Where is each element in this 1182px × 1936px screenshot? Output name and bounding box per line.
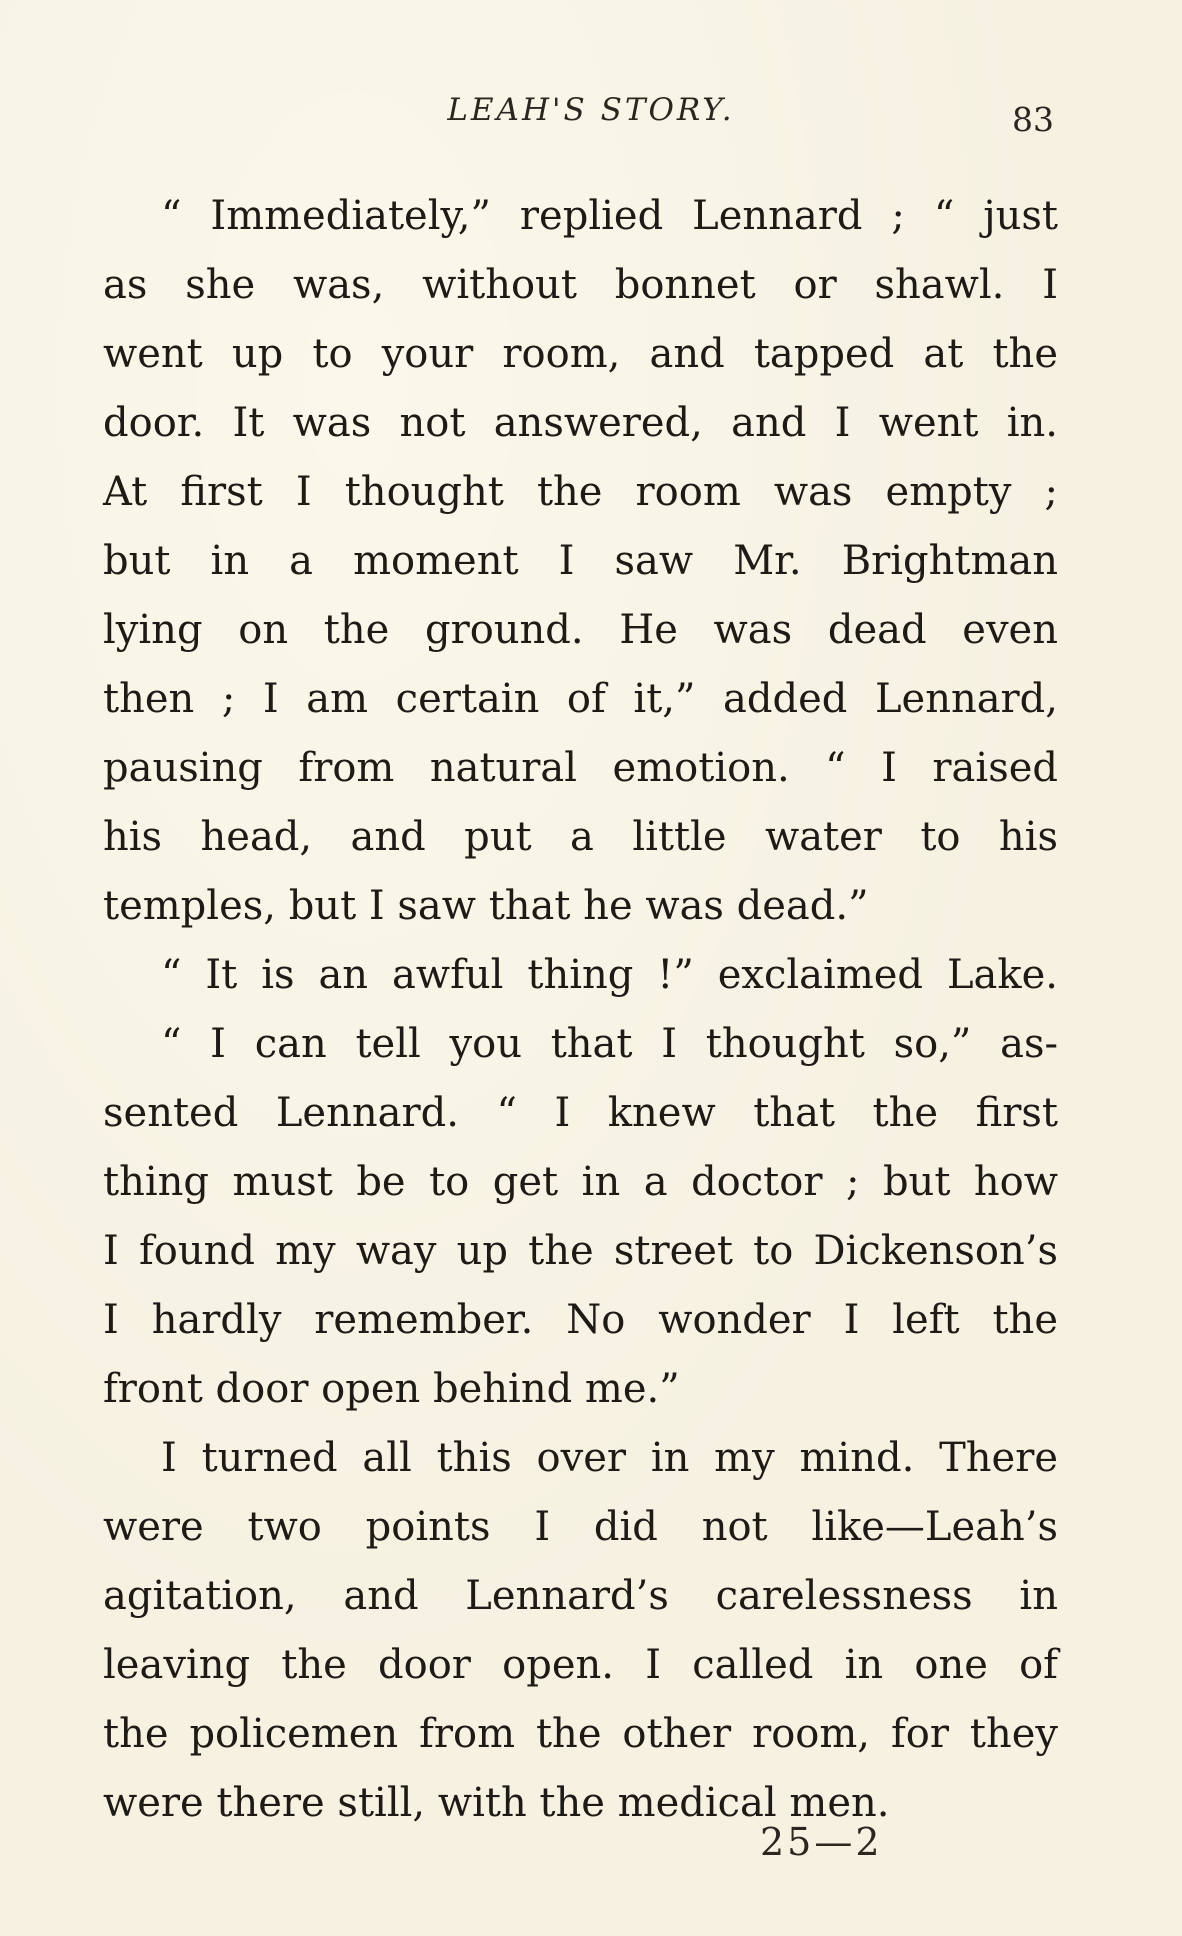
text-line: were two points I did not like—Leah’s: [103, 1504, 1058, 1550]
text-line: “ It is an awful thing !” exclaimed Lake.: [161, 952, 1058, 998]
page-number: 83: [1012, 100, 1054, 139]
text-line: “ I can tell you that I thought so,” as-: [161, 1021, 1058, 1067]
text-line: I found my way up the street to Dickenson’s: [103, 1228, 1058, 1274]
text-line: as she was, without bonnet or shawl. I: [103, 262, 1058, 308]
text-line: were there still, with the medical men.: [103, 1780, 890, 1826]
body-text: [103, 182, 1058, 1838]
text-line: but in a moment I saw Mr. Brightman: [103, 538, 1058, 584]
text-line: thing must be to get in a doctor ; but how: [103, 1159, 1058, 1205]
text-line: lying on the ground. He was dead even: [103, 607, 1058, 653]
text-line: temples, but I saw that he was dead.”: [103, 883, 869, 929]
text-line: I turned all this over in my mind. There: [161, 1435, 1058, 1481]
text-line: “ Immediately,” replied Lennard ; “ just: [161, 193, 1058, 239]
text-line: pausing from natural emotion. “ I raised: [103, 745, 1058, 791]
running-head: LEAH'S STORY.: [447, 92, 735, 128]
printer-signature: 25—2: [760, 1820, 883, 1864]
page-header: [0, 92, 1182, 142]
text-line: door. It was not answered, and I went in.: [103, 400, 1058, 446]
text-line: his head, and put a little water to his: [103, 814, 1058, 860]
text-line: leaving the door open. I called in one of: [103, 1642, 1058, 1688]
text-line: sented Lennard. “ I knew that the first: [103, 1090, 1058, 1136]
text-line: front door open behind me.”: [103, 1366, 680, 1412]
text-line: At first I thought the room was empty ;: [103, 469, 1058, 515]
text-line: agitation, and Lennard’s carelessness in: [103, 1573, 1058, 1619]
text-line: the policemen from the other room, for they: [103, 1711, 1058, 1757]
text-line: I hardly remember. No wonder I left the: [103, 1297, 1058, 1343]
text-line: went up to your room, and tapped at the: [103, 331, 1058, 377]
text-line: then ; I am certain of it,” added Lennard,: [103, 676, 1058, 722]
